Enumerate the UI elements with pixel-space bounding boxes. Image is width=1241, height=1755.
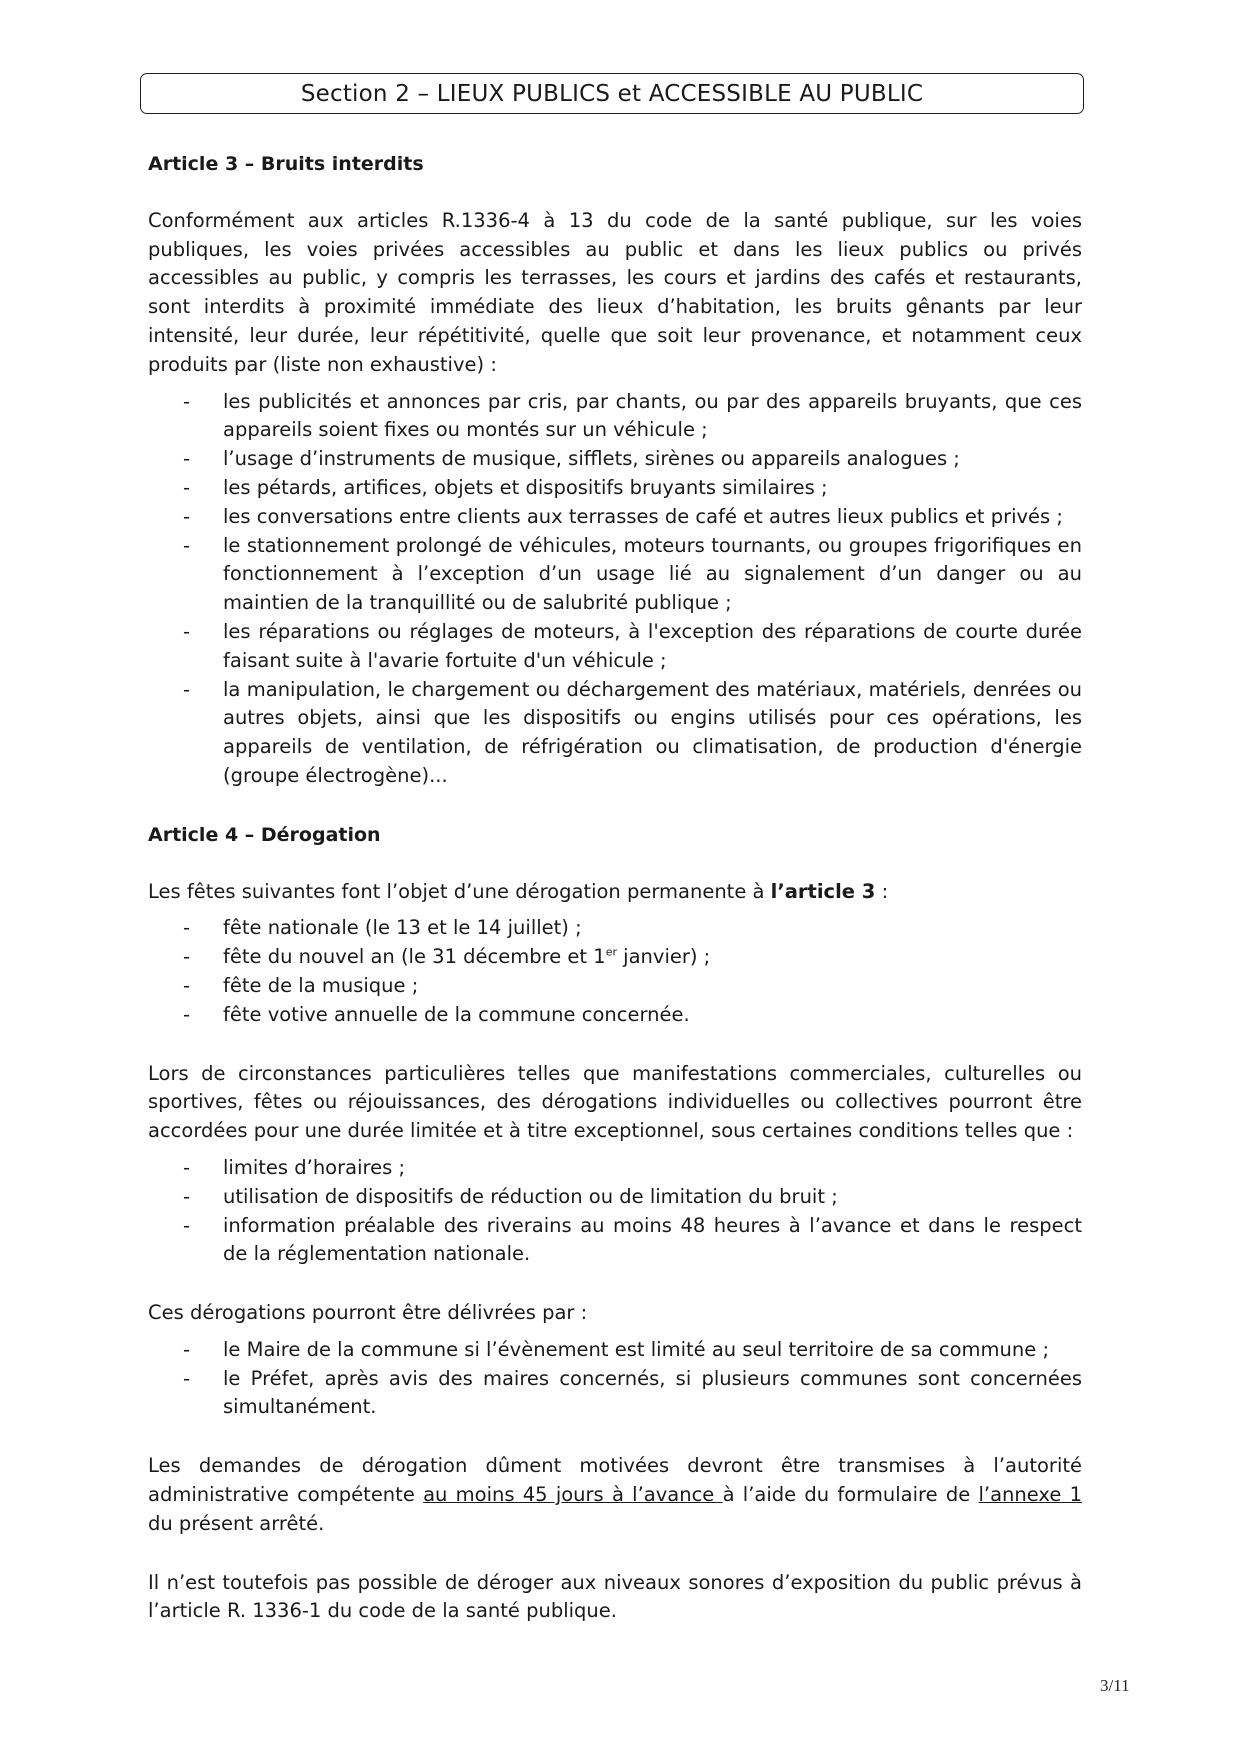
article-3-reference: l’article 3 (770, 879, 876, 903)
annexe-1-reference: l’annexe 1 (978, 1483, 1083, 1507)
list-item: - information préalable des riverains au moins 48 heures à l’avance et dans le respect de la réglementation nationale. (183, 1213, 1082, 1266)
list-bullet: - (183, 973, 191, 997)
ordinal-superscript: er (605, 945, 617, 959)
list-item: - fête votive annuelle de la commune concernée. (148, 1001, 1082, 1030)
delai-underlined: au moins 45 jours à l’avance (423, 1483, 723, 1507)
list-bullet: - (183, 619, 191, 643)
list-item: - fête du nouvel an (le 31 décembre et 1er janvier) ; (148, 943, 1082, 972)
page-number: 3/11 (1100, 1676, 1130, 1695)
list-bullet: - (183, 1337, 191, 1361)
list-item: - le stationnement prolongé de véhicules, moteurs tournants, ou groupes frigorifiques en fonctionnement à l’exception d’un usage lié au signalement d’un danger ou au maintien de la tranquillité ou de salubrité publique ; (183, 533, 1082, 615)
list-bullet: - (183, 504, 191, 528)
list-bullet: - (183, 945, 191, 969)
final-paragraph: Il n’est toutefois pas possible de déroger aux niveaux sonores d’exposition du public prévus à l’article R. 1336-1 du code de la santé publique. (148, 1570, 1082, 1623)
autorites-list (148, 1336, 1082, 1422)
list-bullet: - (183, 1184, 191, 1208)
section-title-box (140, 73, 1084, 114)
circonstances-paragraph: Lors de circonstances particulières telles que manifestations commerciales, culturelles ou sportives, fêtes ou réjouissances, des dérogations individuelles ou collectives pourront être accordées pour une durée limitée et à titre exceptionnel, sous certaines conditions telles que : (148, 1061, 1082, 1143)
article-3-title: Article 3 – Bruits interdits (148, 153, 424, 175)
list-bullet: - (183, 475, 191, 499)
article-4-title: Article 4 – Dérogation (148, 823, 381, 846)
bruits-list (148, 388, 1082, 791)
list-item: - le Préfet, après avis des maires concernés, si plusieurs communes sont concernées simultanément. (183, 1366, 1082, 1419)
list-bullet: - (183, 1213, 191, 1237)
list-item: - les pétards, artifices, objets et dispositifs bruyants similaires ; (148, 474, 1082, 503)
list-item: - fête de la musique ; (148, 972, 1082, 1001)
list-item: - limites d’horaires ; (148, 1154, 1082, 1183)
list-bullet: - (183, 916, 191, 940)
list-item: - fête nationale (le 13 et le 14 juillet) ; (148, 914, 1082, 943)
delivrees-paragraph: Ces dérogations pourront être délivrées par : (148, 1301, 588, 1325)
document-body (148, 150, 1082, 1626)
list-bullet: - (183, 447, 191, 471)
demandes-paragraph: Les demandes de dérogation dûment motivées devront être transmises à l’autorité administrative compétente au moins 45 jours à l’avance à l’aide du formulaire de l’annexe 1 du présent arrêté. (148, 1454, 1083, 1535)
list-bullet: - (183, 1002, 191, 1026)
article-4-intro: Les fêtes suivantes font l’objet d’une dérogation permanente à l’article 3 : (148, 879, 889, 903)
list-item: - le Maire de la commune si l’évènement est limité au seul territoire de sa commune ; (148, 1336, 1082, 1365)
list-bullet: - (183, 677, 191, 701)
list-item: - la manipulation, le chargement ou déchargement des matériaux, matériels, denrées ou autres objets, ainsi que les dispositifs ou engins utilisés pour ces opérations, les appareils de ventilation, de réfrigération ou climatisation, de production d'énergie (groupe électrogène)... (183, 677, 1082, 787)
article-3-intro: Conformément aux articles R.1336-4 à 13 du code de la santé publique, sur les voies publiques, les voies privées accessibles au public et dans les lieux publics ou privés accessibles au public, y compris les terrasses, les cours et jardins des cafés et restaurants, sont interdits à proximité immédiate des lieux d’habitation, les bruits gênants par leur intensité, leur durée, leur répétitivité, quelle que soit leur provenance, et notamment ceux produits par (liste non exhaustive) : (148, 208, 1082, 376)
list-bullet: - (183, 1155, 191, 1179)
list-item: - les conversations entre clients aux terrasses de café et autres lieux publics et privés ; (148, 503, 1082, 532)
section-title: Section 2 – LIEUX PUBLICS et ACCESSIBLE AU PUBLIC (300, 80, 924, 107)
list-item: - les publicités et annonces par cris, par chants, ou par des appareils bruyants, que ces appareils soient fixes ou montés sur un véhicule ; (183, 389, 1082, 442)
list-bullet: - (183, 389, 191, 413)
list-bullet: - (183, 533, 191, 557)
list-item: - les réparations ou réglages de moteurs, à l'exception des réparations de courte durée faisant suite à l'avarie fortuite d'un véhicule ; (183, 619, 1082, 672)
fetes-list (148, 914, 1082, 1029)
list-item: - l’usage d’instruments de musique, sifflets, sirènes ou appareils analogues ; (148, 445, 1082, 474)
conditions-list (148, 1154, 1082, 1269)
list-bullet: - (183, 1366, 191, 1390)
list-item: - utilisation de dispositifs de réduction ou de limitation du bruit ; (148, 1183, 1082, 1212)
